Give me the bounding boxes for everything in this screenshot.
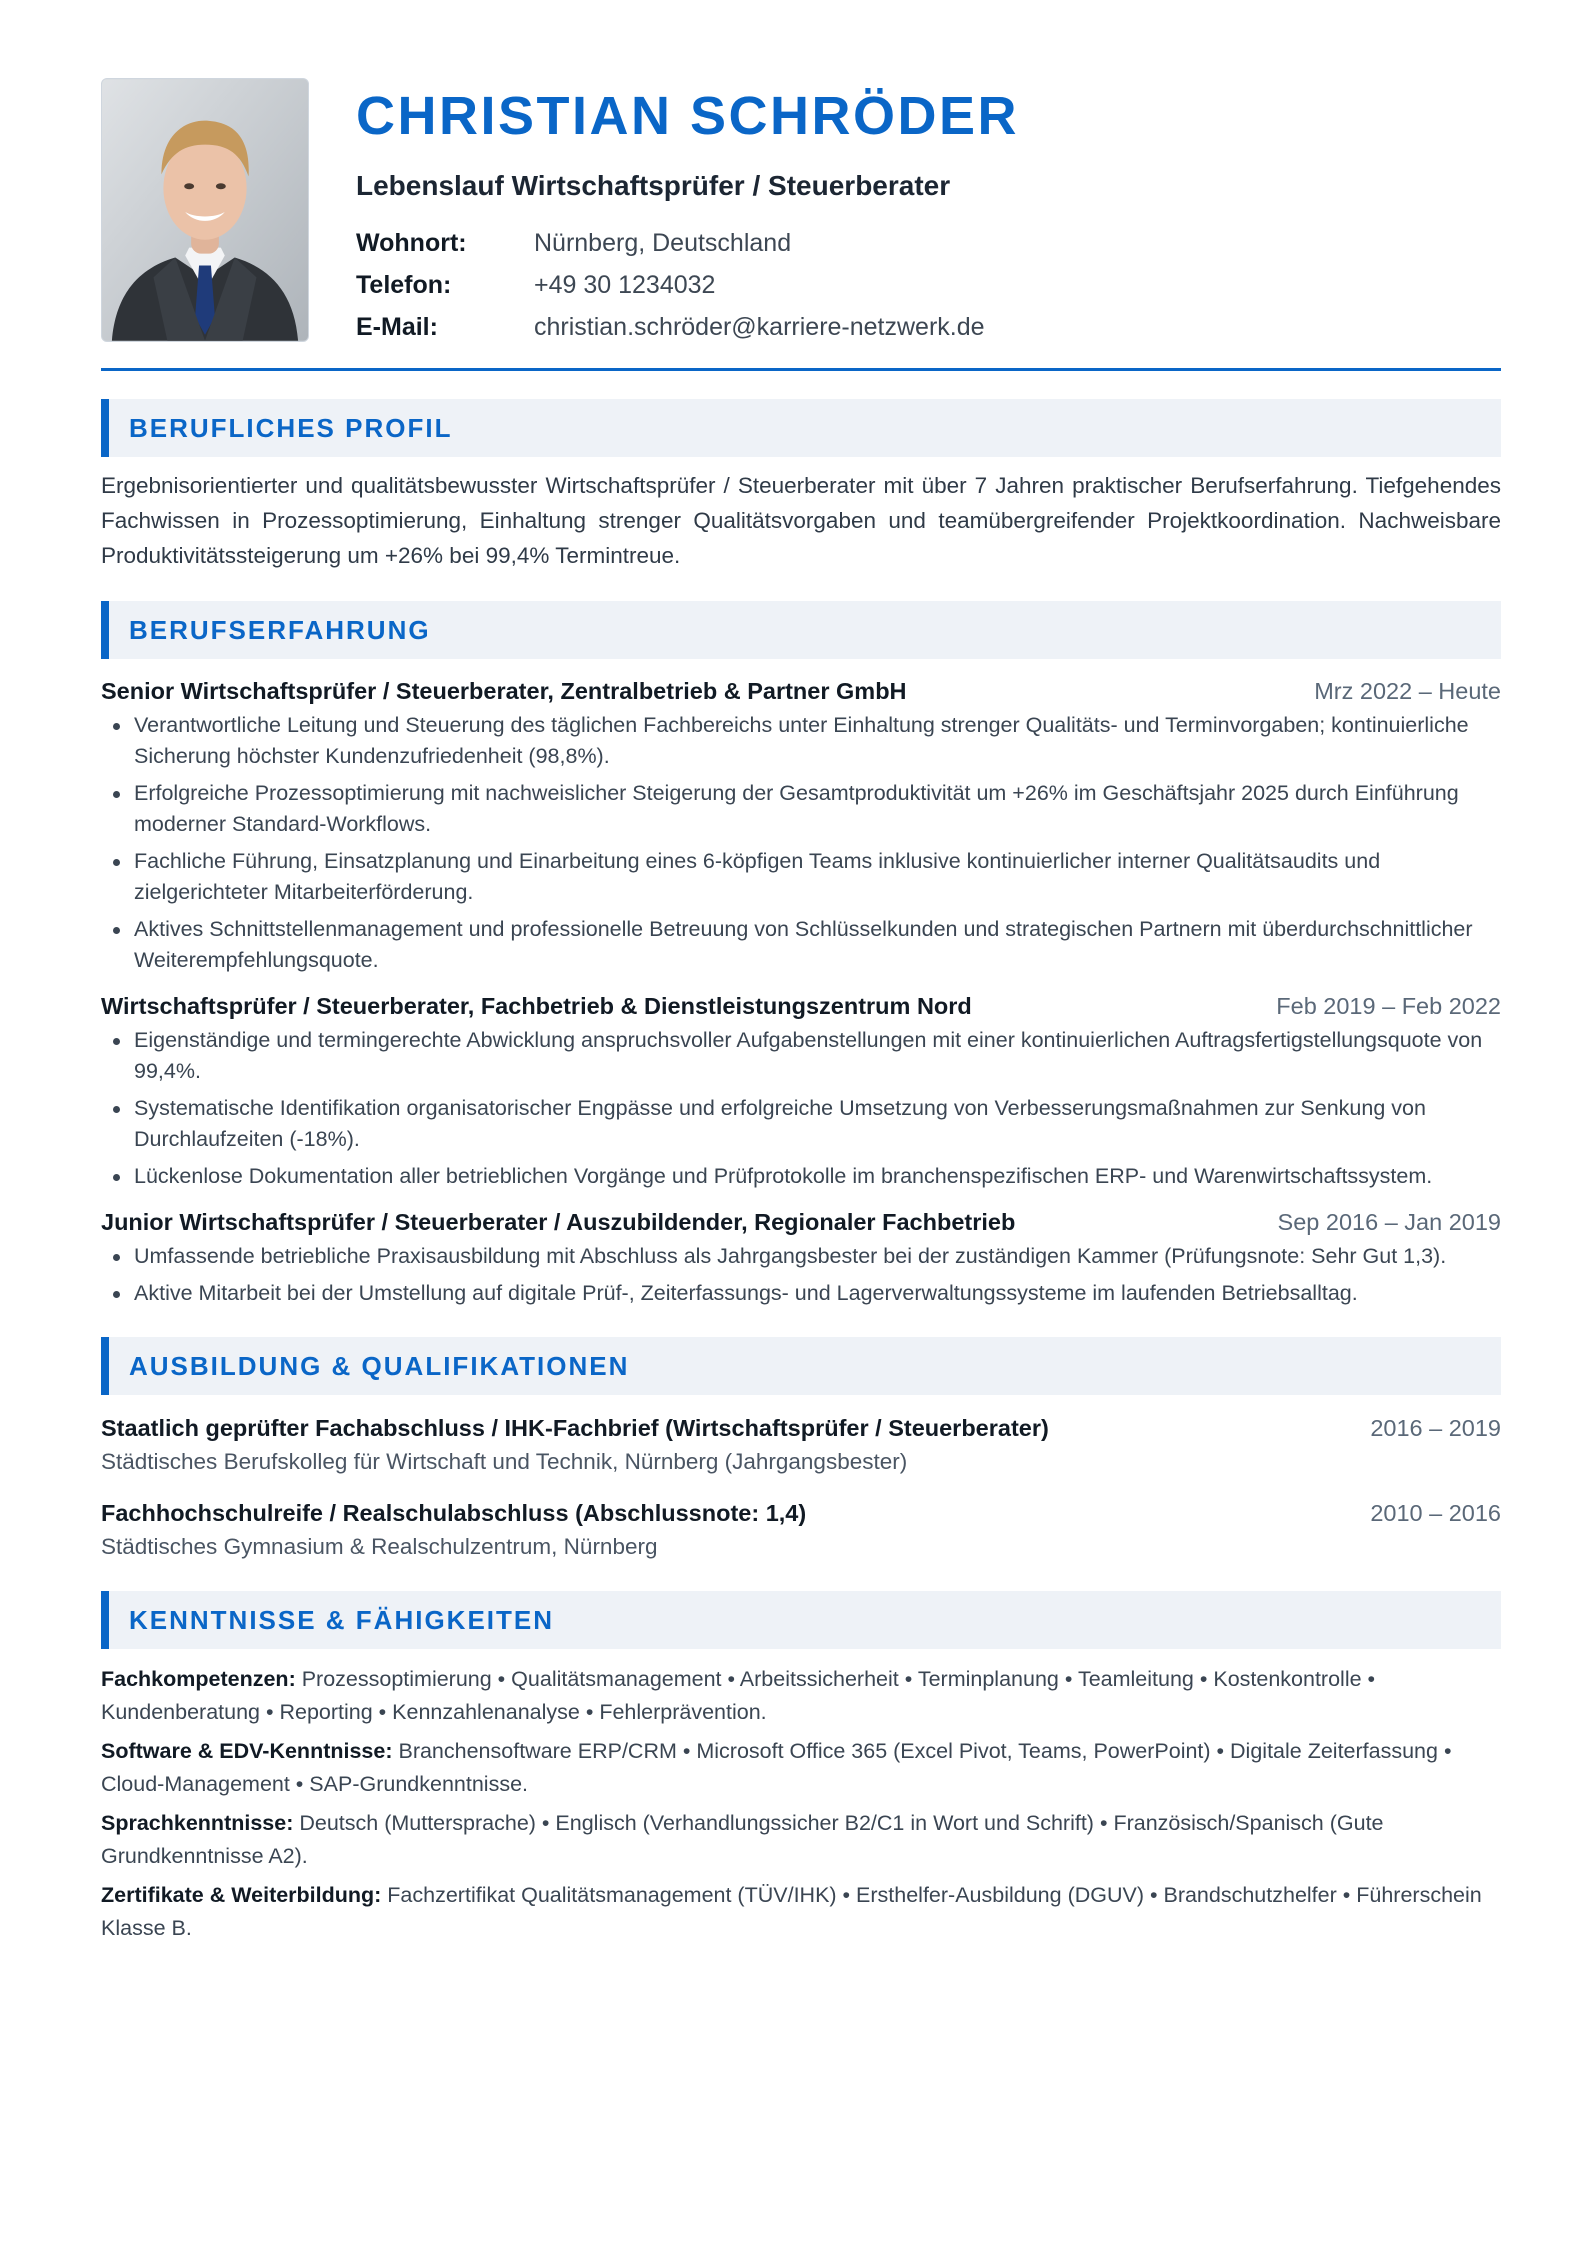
section-header-skills [101,1591,1501,1649]
contact-value: +49 30 1234032 [534,271,716,299]
job-date: Mrz 2022 – Heute [1314,678,1501,704]
education-date: 2010 – 2016 [1370,1500,1501,1526]
resume-subtitle: Lebenslauf Wirtschaftsprüfer / Steuerberater [356,170,951,201]
job-bullet: Aktive Mitarbeit bei der Umstellung auf digitale Prüf-, Zeiterfassungs- und Lagerverwaltungssysteme im laufenden Betriebsalltag. [101,1278,1501,1309]
section-title: KENNTNISSE & FÄHIGKEITEN [129,1604,555,1635]
education-entry [101,1496,1501,1563]
section-header-education [101,1337,1501,1395]
skill-label: Software & EDV-Kenntnisse: [101,1739,393,1763]
contact-label: Telefon: [356,271,452,299]
contact-row-phone [356,264,1501,306]
job-bullet: Eigenständige und termingerechte Abwicklung anspruchsvoller Aufgabenstellungen mit einer kontinuierlichen Auftragsfertigstellungsquote von 99,4%. [101,1025,1501,1087]
job-entry [101,674,1501,976]
section-title: BERUFSERFAHRUNG [129,614,431,645]
skill-label: Fachkompetenzen: [101,1667,296,1691]
job-bullet: Aktives Schnittstellenmanagement und professionelle Betreuung von Schlüsselkunden und strategischen Partnern mit überdurchschnittlicher Weiterempfehlungsquote. [101,914,1501,976]
job-bullet: Umfassende betriebliche Praxisausbildung mit Abschluss als Jahrgangsbester bei der zuständigen Kammer (Prüfungsnote: Sehr Gut 1,3). [101,1241,1501,1272]
contact-label: E-Mail: [356,313,438,341]
job-title: Wirtschaftsprüfer / Steuerberater, Fachbetrieb & Dienstleistungszentrum Nord [101,993,972,1019]
education-header [101,1411,1501,1445]
job-bullet: Erfolgreiche Prozessoptimierung mit nachweislicher Steigerung der Gesamtproduktivität um +26% im Geschäftsjahr 2025 durch Einführung moderner Standard-Workflows. [101,778,1501,840]
skill-item [101,1735,1501,1801]
education-title: Fachhochschulreife / Realschulabschluss (Abschlussnote: 1,4) [101,1500,807,1526]
skill-item [101,1807,1501,1873]
skill-text: Deutsch (Muttersprache) • Englisch (Verhandlungssicher B2/C1 in Wort und Schrift) • Französisch/Spanisch (Gute Grundkenntnisse A2). [101,1811,1384,1868]
job-bullet: Verantwortliche Leitung und Steuerung des täglichen Fachbereichs unter Einhaltung strenger Qualitäts- und Terminvorgaben; kontinuierliche Sicherung höchster Kundenzufriedenheit (98,8%). [101,710,1501,772]
job-entry [101,989,1501,1192]
profile-summary: Ergebnisorientierter und qualitätsbewusster Wirtschaftsprüfer / Steuerberater mit über 7 Jahren praktischer Berufserfahrung. Tiefgehendes Fachwissen in Prozessoptimierung, Einhaltung strenger Qualitätsvorgaben und teamübergreifender Projektkoordination. Nachweisbare Produktivitätssteigerung um +26% bei 99,4% Termintreue. [101,473,1501,568]
section-header-profile [101,399,1501,457]
job-list [101,674,1501,1309]
resume-header [101,78,1501,342]
section-header-experience [101,601,1501,659]
skill-item [101,1663,1501,1729]
education-date: 2016 – 2019 [1370,1415,1501,1441]
job-header [101,674,1501,708]
job-bullets [101,1025,1501,1192]
section-title: AUSBILDUNG & QUALIFIKATIONEN [129,1350,630,1381]
job-bullet: Lückenlose Dokumentation aller betrieblichen Vorgänge und Prüfprotokolle im branchenspezifischen ERP- und Warenwirtschaftssystem. [101,1161,1501,1192]
job-header [101,1205,1501,1239]
contact-list [356,222,1501,348]
job-date: Sep 2016 – Jan 2019 [1277,1209,1501,1235]
education-school: Städtisches Gymnasium & Realschulzentrum, Nürnberg [101,1534,658,1559]
job-header [101,989,1501,1023]
contact-label: Wohnort: [356,229,467,257]
job-bullet: Systematische Identifikation organisatorischer Engpässe und erfolgreiche Umsetzung von Verbesserungsmaßnahmen zur Senkung von Durchlaufzeiten (-18%). [101,1093,1501,1155]
header-divider [101,368,1501,371]
job-bullets [101,710,1501,976]
profile-photo [101,78,309,342]
job-title: Junior Wirtschaftsprüfer / Steuerberater / Auszubildender, Regionaler Fachbetrieb [101,1209,1016,1235]
education-school: Städtisches Berufskolleg für Wirtschaft und Technik, Nürnberg (Jahrgangsbester) [101,1449,908,1474]
skill-text: Branchensoftware ERP/CRM • Microsoft Office 365 (Excel Pivot, Teams, PowerPoint) • Digitale Zeiterfassung • Cloud-Management • SAP-Grundkenntnisse. [101,1739,1452,1796]
job-bullet: Fachliche Führung, Einsatzplanung und Einarbeitung eines 6-köpfigen Teams inklusive kontinuierlicher interner Qualitätsaudits und zielgerichteter Mitarbeiterförderung. [101,846,1501,908]
education-entry [101,1411,1501,1478]
contact-row-location [356,222,1501,264]
skills-list [101,1663,1501,1945]
job-bullets [101,1241,1501,1309]
education-header [101,1496,1501,1530]
header-info [356,78,1501,348]
education-title: Staatlich geprüfter Fachabschluss / IHK-Fachbrief (Wirtschaftsprüfer / Steuerberater) [101,1415,1049,1441]
skill-text: Fachzertifikat Qualitätsmanagement (TÜV/IHK) • Ersthelfer-Ausbildung (DGUV) • Brandschutzhelfer • Führerschein Klasse B. [101,1883,1482,1940]
section-title: BERUFLICHES PROFIL [129,412,453,443]
skill-label: Zertifikate & Weiterbildung: [101,1883,382,1907]
contact-value: Nürnberg, Deutschland [534,229,792,257]
job-title: Senior Wirtschaftsprüfer / Steuerberater, Zentralbetrieb & Partner GmbH [101,678,907,704]
skill-text: Prozessoptimierung • Qualitätsmanagement • Arbeitssicherheit • Terminplanung • Teamleitung • Kostenkontrolle • Kundenberatung • Reporting • Kennzahlenanalyse • Fehlerprävention. [101,1667,1376,1724]
skill-item [101,1879,1501,1945]
job-date: Feb 2019 – Feb 2022 [1276,993,1501,1019]
skill-label: Sprachkenntnisse: [101,1811,294,1835]
job-entry [101,1205,1501,1309]
contact-row-email [356,306,1501,348]
person-name: CHRISTIAN SCHRÖDER [356,86,1020,146]
contact-value: christian.schröder@karriere-netzwerk.de [534,313,985,341]
